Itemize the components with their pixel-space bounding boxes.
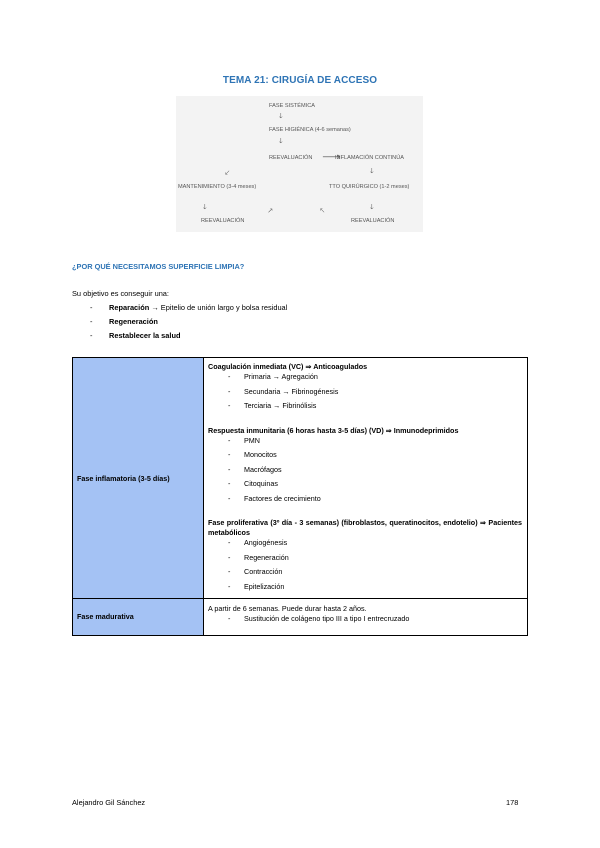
arrow-up-left-icon: 🡕: [268, 208, 273, 215]
page-title: TEMA 21: CIRUGÍA DE ACCESO: [222, 75, 378, 86]
table-row: [73, 599, 528, 636]
node-reevaluacion-2: REEVALUACIÓN: [201, 218, 245, 224]
list-item: - Primaria → Agregación: [228, 372, 318, 381]
list-item: - Macrófagos: [228, 464, 282, 474]
node-fase-sistemica: FASE SISTÉMICA: [269, 103, 316, 109]
arrow-down-icon: 🡓: [370, 204, 374, 211]
arrow-down-icon: 🡓: [279, 138, 283, 145]
list-item: - Secundaria → Fibrinogénesis: [228, 386, 339, 396]
node-mantenimiento: MANTENIMIENTO (3-4 meses): [178, 184, 257, 190]
node-tto-quirurgico: TTO QUIRÚRGICO (1-2 meses): [329, 184, 410, 190]
madur-text: A partir de 6 semanas. Puede durar hasta 2 años.: [208, 604, 367, 613]
node-reevaluacion-3: REEVALUACIÓN: [351, 218, 395, 224]
arrow-right-icon: 🡒: [322, 154, 341, 161]
list-item: - Regeneración: [228, 552, 289, 562]
intro-text: Su objetivo es conseguir una:: [72, 289, 169, 298]
prolif-heading: Fase proliferativa (3º día - 3 semanas) (fibroblastos, queratinocitos, endotelio) ⇒ Pacientes metabólicos: [208, 518, 522, 537]
phases-table: [72, 357, 528, 636]
footer-author: Alejandro Gil Sánchez: [72, 798, 146, 807]
list-item: - Terciaria → Fibrinólisis: [228, 401, 317, 410]
arrow-down-icon: 🡓: [279, 113, 283, 120]
table-row: [73, 358, 528, 599]
list-item: - Monocitos: [228, 450, 277, 459]
arrow-down-icon: 🡓: [203, 204, 207, 211]
arrow-up-left-icon: 🡔: [320, 208, 325, 215]
phase-content: [204, 358, 528, 599]
list-item: - Epitelización: [228, 581, 285, 591]
coag-heading: Coagulación inmediata (VC) ⇒ Anticoagulados: [208, 362, 368, 371]
list-item: - Factores de crecimiento: [228, 493, 321, 503]
phase-label: Fase madurativa: [73, 599, 204, 636]
node-reevaluacion-1: REEVALUACIÓN: [269, 155, 313, 161]
list-item: - Citoquinas: [228, 479, 278, 488]
list-item: - Sustitución de colágeno tipo III a tipo I entrecruzado: [228, 614, 410, 623]
section-heading: ¿POR QUÉ NECESITAMOS SUPERFICIE LIMPIA?: [72, 262, 245, 271]
node-inflamacion: INFLAMACIÓN CONTINÚA: [335, 155, 404, 161]
list-item: - Angiogénesis: [228, 538, 288, 547]
treatment-flow-diagram: [176, 96, 423, 232]
list-item: - PMN: [228, 435, 260, 445]
arrow-down-icon: 🡓: [370, 168, 374, 175]
phase-content: [204, 599, 528, 636]
list-item: - Contracción: [228, 567, 283, 576]
arrow-down-left-icon: 🡗: [225, 170, 230, 177]
phase-label: Fase inflamatoria (3-5 días): [73, 358, 204, 599]
inmune-heading: Respuesta inmunitaria (6 horas hasta 3-5 días) (VD) ⇒ Inmunodeprimidos: [208, 425, 459, 435]
node-fase-higienica: FASE HIGIÉNICA (4-6 semanas): [269, 127, 351, 133]
page-number: 178: [506, 798, 519, 807]
